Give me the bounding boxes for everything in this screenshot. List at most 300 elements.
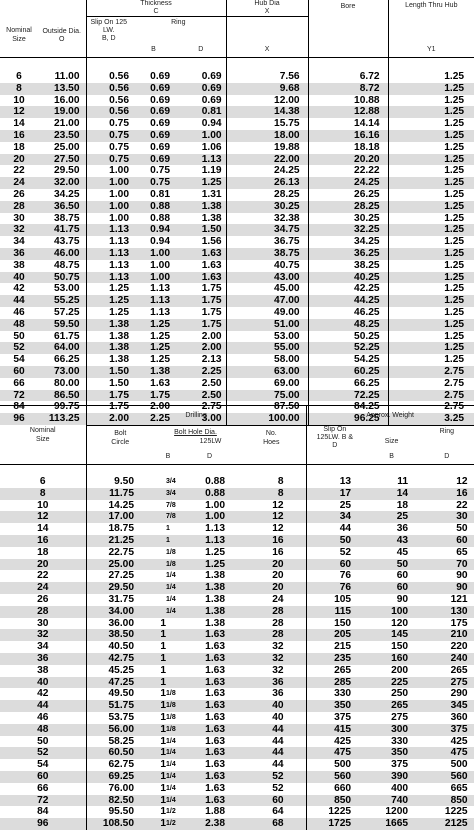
table-cell: 26.25 <box>308 189 388 201</box>
table-cell: 1.00 <box>176 130 226 142</box>
table-cell <box>154 606 166 618</box>
table-cell: 12.88 <box>308 106 388 118</box>
table-cell <box>154 582 166 594</box>
table-cell <box>166 665 182 677</box>
fraction-text: 1/8 <box>166 548 176 556</box>
table-cell: 0.75 <box>86 142 131 154</box>
table-cell <box>166 535 182 547</box>
table-cell: 29.50 <box>86 582 154 594</box>
table-cell: 2.75 <box>388 401 474 413</box>
table-row <box>0 559 474 571</box>
table-cell: 44 <box>0 700 86 712</box>
table-cell: 1.25 <box>86 283 131 295</box>
table-row <box>0 594 474 606</box>
table-cell <box>166 783 182 795</box>
table-cell: 2125 <box>420 818 474 830</box>
table-cell: 32.38 <box>226 213 308 225</box>
header-bore: Bore <box>308 0 388 57</box>
table-cell: 1.38 <box>201 212 222 224</box>
table-cell: 145 <box>363 629 420 641</box>
table-cell <box>154 523 166 535</box>
table-cell: 300 <box>363 724 420 736</box>
table-cell: 0.69 <box>131 130 176 142</box>
table-cell: 18.75 <box>86 523 154 535</box>
table-cell: 32 <box>0 629 86 641</box>
table-cell: 1.63 <box>176 272 226 284</box>
table-row <box>0 390 474 402</box>
table-cell <box>166 688 182 700</box>
table-row <box>0 688 474 700</box>
table-cell: 1.63 <box>205 688 225 700</box>
table-cell: 8 <box>0 488 86 500</box>
table-row <box>0 677 474 689</box>
table-cell: 50 <box>363 559 420 571</box>
table-cell: 330 <box>391 735 409 747</box>
table-cell: 58.00 <box>226 354 308 366</box>
table-cell: 51.00 <box>226 319 308 331</box>
table-cell: 660 <box>306 783 363 795</box>
header-slip-on: Slip On 125 LW. B, D <box>86 17 131 44</box>
table-row <box>0 488 474 500</box>
table-cell: 40.75 <box>226 260 308 272</box>
table-cell: 45.25 <box>86 665 154 677</box>
header-approx-weight: Approx. Weight <box>306 406 474 426</box>
table-cell: 53.00 <box>226 331 308 343</box>
table-cell: 0.81 <box>150 188 170 200</box>
table-cell <box>166 476 182 488</box>
table-cell: 15.75 <box>226 118 308 130</box>
table-cell: 1 <box>160 688 166 700</box>
table-cell <box>154 570 166 582</box>
table-cell: 12 <box>0 106 38 118</box>
table-cell: 20 <box>237 582 306 594</box>
table-cell: 17 <box>306 488 363 500</box>
table-cell: 44 <box>306 523 363 535</box>
table-cell: 47.00 <box>226 295 308 307</box>
table-cell: 28 <box>0 606 86 618</box>
table-cell: 1.50 <box>86 366 131 378</box>
table-cell: 425 <box>420 736 474 748</box>
table-row <box>0 224 474 236</box>
table-cell: 1.75 <box>201 306 222 318</box>
table-cell <box>154 594 166 606</box>
header2-weight-d: D <box>420 450 474 464</box>
table-cell: 1.75 <box>131 390 176 402</box>
table-cell: 9.68 <box>226 83 308 95</box>
table-cell: 1.75 <box>176 295 226 307</box>
table-cell: 11 <box>397 476 409 487</box>
table-cell: 1725 <box>306 818 363 830</box>
table-cell: 0.56 <box>86 106 131 118</box>
table-cell: 28.25 <box>308 201 388 213</box>
table-cell: 1225 <box>306 806 363 818</box>
table-cell: 0.69 <box>131 83 176 95</box>
table-cell: 82.50 <box>86 795 154 807</box>
table-cell: 1.13 <box>150 283 170 295</box>
table-row <box>0 547 474 559</box>
table-cell: 34 <box>37 641 49 653</box>
table-cell: 1.19 <box>201 165 222 177</box>
table-cell: 2.50 <box>176 390 226 402</box>
table-cell: 1.63 <box>176 248 226 260</box>
table-cell <box>166 547 182 559</box>
table-cell: 40 <box>0 272 38 284</box>
table-cell: 22 <box>37 570 49 582</box>
table-cell: 9.50 <box>86 476 154 488</box>
table-cell: 27.50 <box>38 154 86 166</box>
table-cell: 1 <box>154 818 166 830</box>
table-cell: 20 <box>237 559 306 571</box>
table-row <box>0 641 474 653</box>
table-cell: 1.38 <box>205 617 225 629</box>
table-cell: 2.00 <box>176 342 226 354</box>
table-cell: 44.25 <box>308 295 388 307</box>
fraction-text: 1/4 <box>166 584 176 592</box>
table-cell: 210 <box>420 629 474 641</box>
table-cell: 16 <box>237 535 306 547</box>
fraction-text: 1/4 <box>166 572 176 580</box>
table-cell: 0.69 <box>150 118 170 130</box>
table-cell: 1 <box>160 617 166 629</box>
table-cell: 69.25 <box>86 771 154 783</box>
table-cell: 64.00 <box>38 342 86 354</box>
table-cell: 13 <box>306 476 363 488</box>
table-cell: 2.13 <box>201 354 222 366</box>
table-cell: 38.25 <box>308 260 388 272</box>
table-cell: 10 <box>13 94 25 106</box>
table-cell: 0.88 <box>150 212 170 224</box>
table-cell: 18.18 <box>308 142 388 154</box>
table-cell: 54.25 <box>308 354 388 366</box>
header2-col-b: B <box>154 450 182 464</box>
table-row <box>0 95 474 107</box>
table-cell: 10 <box>37 499 49 511</box>
table-cell: 1.25 <box>388 224 474 236</box>
table-cell: 47.25 <box>86 677 154 689</box>
table-cell: 1.13 <box>86 272 131 284</box>
table-cell: 16 <box>0 130 38 142</box>
table-cell: 225 <box>363 677 420 689</box>
table-cell: 1.00 <box>150 259 170 271</box>
table-cell: 76 <box>306 582 363 594</box>
table-cell: 32.00 <box>38 177 86 189</box>
table-row <box>0 248 474 260</box>
table-row <box>0 771 474 783</box>
table-cell: 23.50 <box>38 130 86 142</box>
table-cell: 1 <box>154 700 166 712</box>
table-cell: 60 <box>306 559 363 571</box>
table-cell: 500 <box>420 759 474 771</box>
table-cell: 27.25 <box>86 570 154 582</box>
table-cell: 350 <box>306 700 363 712</box>
table-row <box>0 582 474 594</box>
table-cell: 46 <box>13 306 25 318</box>
table-cell: 0.94 <box>150 236 170 248</box>
table-cell: 1.38 <box>176 201 226 213</box>
table-cell: 50.25 <box>308 331 388 343</box>
table-cell: 48 <box>0 724 86 736</box>
table-cell: 1.00 <box>131 248 176 260</box>
table-cell: 1.25 <box>388 106 474 118</box>
table-cell: 53.75 <box>86 712 154 724</box>
table-cell: 1.25 <box>388 260 474 272</box>
table-row <box>0 795 474 807</box>
table-cell: 205 <box>306 629 363 641</box>
table-cell: 50 <box>13 330 25 342</box>
table-cell: 0.94 <box>201 118 222 130</box>
table-cell: 1.25 <box>176 177 226 189</box>
table-cell: 1665 <box>363 818 420 830</box>
table-cell <box>166 594 182 606</box>
table-cell: 740 <box>363 795 420 807</box>
table-cell <box>166 736 182 748</box>
table-cell: 1.25 <box>388 130 474 142</box>
fraction-text: 1/8 <box>166 725 176 733</box>
table-cell: 64 <box>272 806 284 818</box>
table-cell: 43.75 <box>54 236 80 248</box>
table-cell: 53.00 <box>54 283 80 295</box>
table-cell: 275 <box>420 677 474 689</box>
table-cell: 1.38 <box>86 331 131 343</box>
table-cell: 36 <box>272 688 284 700</box>
table-row <box>0 71 474 83</box>
table-cell: 1.00 <box>131 272 176 284</box>
table-cell: 1.38 <box>205 593 225 605</box>
fraction-text: 7/8 <box>166 513 176 521</box>
table-cell: 40.50 <box>86 641 154 653</box>
header-nominal-size: Nominal Size <box>0 0 38 57</box>
table-cell: 0.69 <box>176 83 226 95</box>
table-cell: 130 <box>420 606 474 618</box>
table-cell: 16.16 <box>308 130 388 142</box>
table-cell: 12 <box>272 499 284 511</box>
table-cell: 0.88 <box>205 476 225 487</box>
table-cell: 6 <box>39 476 46 487</box>
table-cell: 250 <box>391 688 409 700</box>
table-cell: 1.25 <box>86 295 131 307</box>
table-cell: 1200 <box>385 806 409 818</box>
table-cell: 1.25 <box>388 83 474 95</box>
table-cell: 32 <box>0 224 38 236</box>
table-cell: 235 <box>306 653 363 665</box>
table-cell: 1.25 <box>388 236 474 248</box>
table-cell: 90 <box>420 582 474 594</box>
table-cell: 1.75 <box>86 401 131 413</box>
table-cell: 61.75 <box>54 330 80 342</box>
table-cell: 850 <box>306 795 363 807</box>
table-cell <box>166 677 182 689</box>
table-cell <box>154 559 166 571</box>
table-cell: 100 <box>363 606 420 618</box>
table-cell: 26 <box>37 593 49 605</box>
fraction-text: 1/4 <box>166 784 176 792</box>
table-cell: 62.75 <box>86 759 154 771</box>
table-cell: 17.00 <box>86 511 154 523</box>
table-row <box>0 476 474 488</box>
table-cell: 43.00 <box>226 272 308 284</box>
table-cell: 50 <box>306 535 363 547</box>
table-cell: 68 <box>237 818 306 830</box>
fraction-text: 3/4 <box>166 489 176 497</box>
table-cell: 105 <box>306 594 363 606</box>
header-bolt-hole-dia: Bolt Hole Dia. 125LW <box>174 429 222 445</box>
table-cell: 0.56 <box>86 83 131 95</box>
table-cell: 2.75 <box>201 401 222 413</box>
table-row <box>0 665 474 677</box>
table-row <box>0 747 474 759</box>
table-cell: 1.25 <box>388 295 474 307</box>
table-cell: 86.50 <box>38 390 86 402</box>
fraction-text: 1/4 <box>166 772 176 780</box>
table-cell: 48.25 <box>308 319 388 331</box>
table-cell: 2.00 <box>150 401 170 413</box>
table-cell: 121 <box>420 594 474 606</box>
table-cell: 10.88 <box>308 95 388 107</box>
table-cell: 36.00 <box>86 618 154 630</box>
table-cell: 1.06 <box>201 141 222 153</box>
header2-weight-b: B <box>363 450 420 464</box>
table-cell: 1.13 <box>86 260 131 272</box>
table-cell <box>154 535 166 547</box>
table-cell: 52 <box>0 342 38 354</box>
table-cell: 19.88 <box>226 142 308 154</box>
table-cell: 22.00 <box>226 154 308 166</box>
table-cell: 28.25 <box>226 189 308 201</box>
table-cell: 49.50 <box>86 688 154 700</box>
table-cell: 1.25 <box>388 272 474 284</box>
table-row <box>0 806 474 818</box>
table-row <box>0 272 474 284</box>
table-cell: 24.25 <box>308 177 388 189</box>
table-cell: 1.25 <box>205 546 225 558</box>
table-cell: 150 <box>306 618 363 630</box>
table-row <box>0 618 474 630</box>
table-cell: 2.50 <box>201 377 222 389</box>
table-cell: 14.25 <box>86 500 154 512</box>
table-cell: 220 <box>420 641 474 653</box>
table-cell: 63.00 <box>226 366 308 378</box>
table-cell: 60 <box>0 366 38 378</box>
table-cell: 18.00 <box>226 130 308 142</box>
table-cell: 13.50 <box>38 83 86 95</box>
table-cell: 36 <box>0 653 86 665</box>
table-cell: 96 <box>0 413 38 425</box>
table-cell: 60.25 <box>308 366 388 378</box>
table-cell: 1.75 <box>201 283 222 295</box>
header-size: Size <box>384 438 399 445</box>
table-cell <box>166 747 182 759</box>
table-row <box>0 378 474 390</box>
table-cell: 29.50 <box>54 165 80 177</box>
table-row <box>0 142 474 154</box>
table-cell: 20 <box>0 154 38 166</box>
fraction-text: 1/8 <box>166 702 176 710</box>
table-cell: 42 <box>37 688 49 700</box>
table-cell: 1.50 <box>176 224 226 236</box>
table-row <box>0 201 474 213</box>
table-cell: 0.69 <box>150 71 170 82</box>
table-cell: 36.50 <box>38 201 86 213</box>
fraction-text: 3/4 <box>166 478 176 485</box>
table-cell <box>166 500 182 512</box>
table-cell: 0.69 <box>150 141 170 153</box>
table-cell: 1 <box>160 711 166 723</box>
table-cell: 25.00 <box>54 141 80 153</box>
table-cell <box>166 771 182 783</box>
table-cell: 60 <box>420 535 474 547</box>
table-cell: 99.75 <box>54 401 80 413</box>
table-row <box>0 736 474 748</box>
table-cell: 1.13 <box>205 523 225 535</box>
table-cell: 1.13 <box>86 224 131 236</box>
table-cell: 20 <box>0 559 86 571</box>
table-cell: 1.25 <box>150 354 170 366</box>
table-cell: 95.50 <box>86 806 154 818</box>
header-ring-d: D <box>176 43 226 57</box>
table-cell: 14.38 <box>226 106 308 118</box>
table-cell: 55.00 <box>226 342 308 354</box>
table-cell: 38 <box>37 664 49 676</box>
table-cell: 24 <box>0 177 38 189</box>
table-cell: 0.69 <box>131 154 176 166</box>
table-cell: 1.38 <box>86 354 131 366</box>
table-cell: 2.25 <box>131 413 176 425</box>
header2-nominal-size: Nominal Size <box>0 406 86 465</box>
table-cell: 1.13 <box>131 295 176 307</box>
table-cell: 1.88 <box>205 806 225 818</box>
table-cell: 1.63 <box>205 782 225 794</box>
table-cell <box>154 476 166 488</box>
table-cell: 25 <box>363 511 420 523</box>
table-cell <box>166 641 182 653</box>
table-cell: 1.38 <box>182 582 237 594</box>
table-cell: 66 <box>37 782 49 794</box>
table-cell: 375 <box>391 759 409 771</box>
table-cell: 0.69 <box>201 94 222 106</box>
table-cell: 6.72 <box>308 71 388 83</box>
table-cell <box>166 629 182 641</box>
table-cell: 1.63 <box>182 747 237 759</box>
fraction-text: 1/4 <box>166 796 176 804</box>
table-cell: 50 <box>420 523 474 535</box>
table-cell <box>166 488 182 500</box>
table-row <box>0 700 474 712</box>
table-cell: 60 <box>237 795 306 807</box>
table-cell: 240 <box>420 653 474 665</box>
table-row <box>0 653 474 665</box>
table-cell: 1.38 <box>86 342 131 354</box>
table-cell: 1.75 <box>176 319 226 331</box>
table-cell: 30 <box>13 212 25 224</box>
table-cell: 16.00 <box>54 94 80 106</box>
table-cell: 1.13 <box>176 154 226 166</box>
table-cell: 560 <box>420 771 474 783</box>
header-slip-on-weight: Slip On 125LW. B & D <box>306 426 363 451</box>
table-cell: 6 <box>16 71 22 82</box>
table-cell: 500 <box>306 759 363 771</box>
table-cell: 1.25 <box>388 154 474 166</box>
table-row <box>0 712 474 724</box>
table-cell: 22 <box>420 500 474 512</box>
table-cell <box>166 606 182 618</box>
table-cell: 28 <box>272 617 284 629</box>
table-cell: 32.25 <box>308 224 388 236</box>
table-cell: 1.63 <box>182 629 237 641</box>
table-cell: 1.13 <box>86 236 131 248</box>
table-cell: 34 <box>306 511 363 523</box>
table-cell: 50 <box>37 735 49 747</box>
table-row <box>0 189 474 201</box>
